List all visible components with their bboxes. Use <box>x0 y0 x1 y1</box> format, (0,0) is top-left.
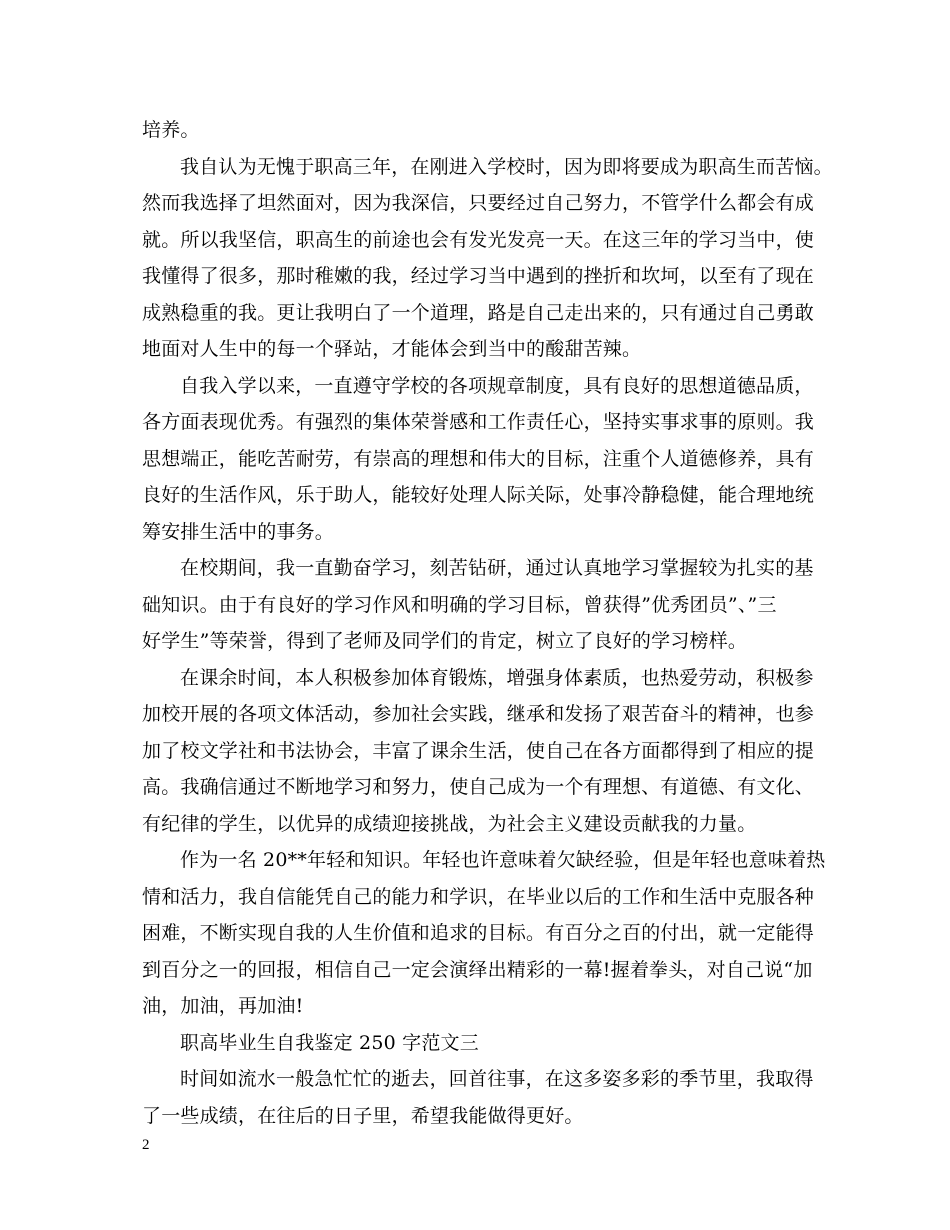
text-line: 地面对人生中的每一个驿站，才能体会到当中的酸甜苦辣。 <box>142 338 642 360</box>
document-body <box>142 112 833 1134</box>
paragraph-start: 我自认为无愧于职高三年，在刚进入学校时，因为即将要成为职高生而苦恼。 <box>180 155 833 178</box>
paragraph-start: 在课余时间，本人积极参加体育锻炼，增强身体素质，也热爱劳动，积极参 <box>180 666 814 689</box>
text-line: 情和活力，我自信能凭自己的能力和学识，在毕业以后的工作和生活中克服各种 <box>142 885 815 908</box>
text-line: 有纪律的学生，以优异的成绩迎接挑战，为社会主义建设贡献我的力量。 <box>142 812 757 835</box>
paragraph-start: 自我入学以来，一直遵守学校的各项规章制度，具有良好的思想道德品质， <box>180 374 814 397</box>
text-line: 加校开展的各项文体活动，参加社会实践，继承和发扬了艰苦奋斗的精神，也参 <box>142 703 815 725</box>
text-line: 困难，不断实现自我的人生价值和追求的目标。有百分之百的付出，就一定能得 <box>142 922 815 944</box>
text-line: 了一些成绩，在往后的日子里，希望我能做得更好。 <box>142 1104 584 1127</box>
text-line: 培养。 <box>142 119 200 141</box>
paragraph-start: 时间如流水一般急忙忙的逝去，回首往事，在这多姿多彩的季节里，我取得 <box>180 1068 814 1090</box>
text-line: 高。我确信通过不断地学习和努力，使自己成为一个有理想、有道德、有文化、 <box>142 776 815 798</box>
text-line: 我懂得了很多，那时稚嫩的我，经过学习当中遇到的挫折和坎坷，以至有了现在 <box>142 265 815 287</box>
paragraph-start: 作为一名 20**年轻和知识。年轻也许意味着欠缺经验，但是年轻也意味着热 <box>180 849 826 871</box>
text-line: 成熟稳重的我。更让我明白了一个道理，路是自己走出来的，只有通过自己勇敢 <box>142 301 815 324</box>
text-line: 就。所以我坚信，职高生的前途也会有发光发亮一天。在这三年的学习当中，使 <box>142 228 815 251</box>
text-line: 筹安排生活中的事务。 <box>142 520 335 543</box>
text-line: 思想端正，能吃苦耐劳，有崇高的理想和伟大的目标，注重个人道德修养，具有 <box>142 447 815 470</box>
section-heading: 职高毕业生自我鉴定 250 字范文三 <box>180 1031 479 1054</box>
text-line: 然而我选择了坦然面对，因为我深信，只要经过自己努力，不管学什么都会有成 <box>142 192 815 214</box>
text-line: 良好的生活作风，乐于助人，能较好处理人际关际，处事冷静稳健，能合理地统 <box>142 484 815 506</box>
text-line: 好学生”等荣誉，得到了老师及同学们的肯定，树立了良好的学习榜样。 <box>142 630 748 652</box>
paragraph-start: 在校期间，我一直勤奋学习，刻苦钻研，通过认真地学习掌握较为扎实的基 <box>180 557 814 579</box>
text-line: 加了校文学社和书法协会，丰富了课余生活，使自己在各方面都得到了相应的提 <box>142 739 815 762</box>
text-line: 到百分之一的回报，相信自己一定会演绎出精彩的一幕!握着拳头，对自己说“加 <box>142 958 813 981</box>
text-line: 础知识。由于有良好的学习作风和明确的学习目标，曾获得”优秀团员”、”三 <box>142 593 777 616</box>
text-line: 各方面表现优秀。有强烈的集体荣誉感和工作责任心，坚持实事求事的原则。我 <box>142 411 815 433</box>
text-line: 油，加油，再加油! <box>142 995 304 1017</box>
page-number: 2 <box>142 1137 150 1153</box>
